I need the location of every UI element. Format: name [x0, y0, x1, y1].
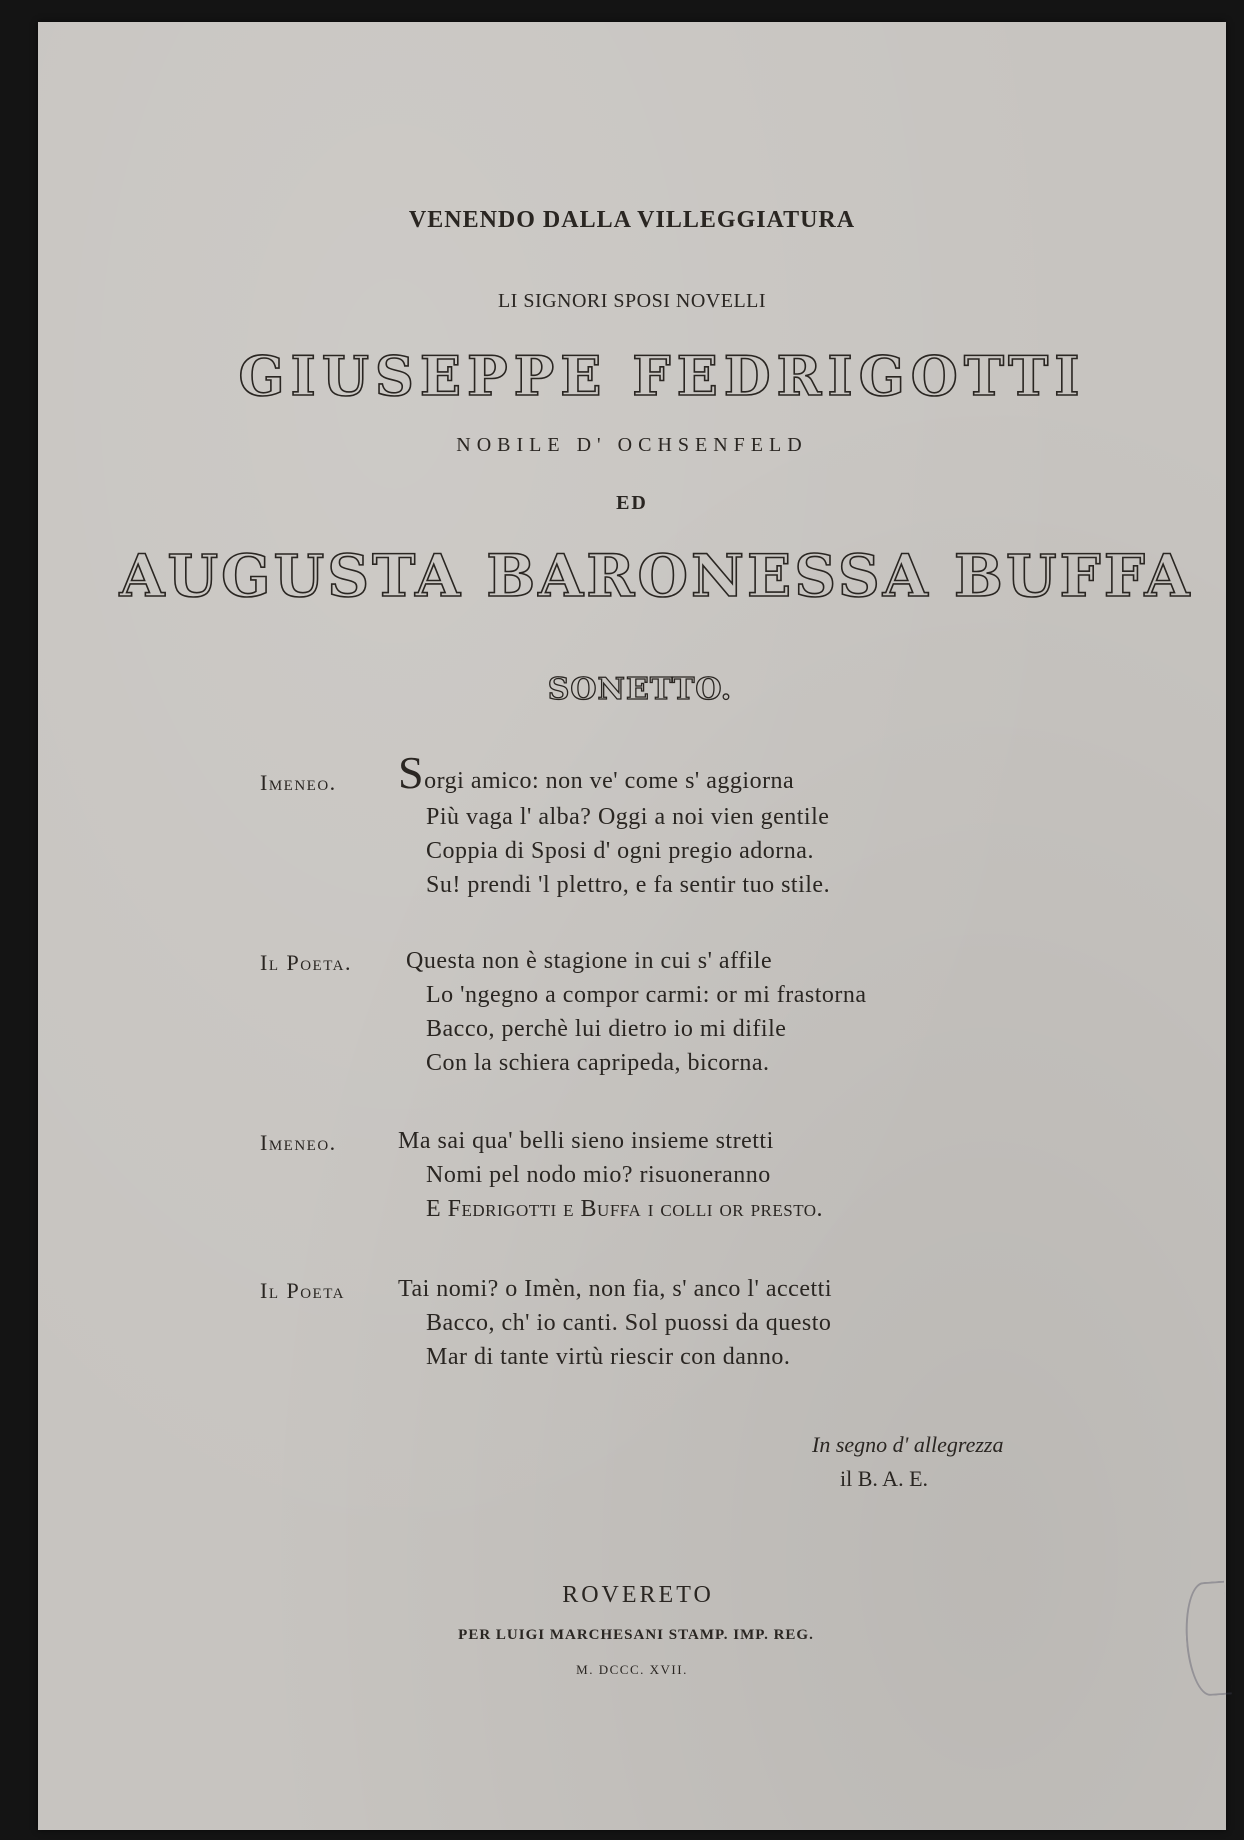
- stanza-1-line-4: Su! prendi 'l plettro, e fa sentir tuo stile.: [426, 872, 831, 898]
- signoff-line-1: In segno d' allegrezza: [812, 1432, 1004, 1457]
- bride-name: AUGUSTA BARONESSA BUFFA: [119, 542, 1193, 610]
- stanza-1-speaker: Imeneo.: [260, 770, 337, 795]
- verse-line-text: orgi amico: non ve' come s' aggiorna: [424, 768, 795, 794]
- imprint-year: M. DCCC. XVII.: [576, 1662, 688, 1677]
- heading-line-1: VENENDO DALLA VILLEGGIATURA: [408, 207, 856, 233]
- stanza-2-line-2: Lo 'ngegno a compor carmi: or mi frastorna: [426, 982, 867, 1008]
- stanza-3-speaker: Imeneo.: [260, 1130, 337, 1155]
- poem-title: SONETTO.: [547, 672, 733, 707]
- stanza-3-line-3: E Fedrigotti e Buffa i colli or presto.: [426, 1196, 824, 1222]
- conjunction: ED: [616, 492, 648, 514]
- stanza-2-line-1: Questa non è stagione in cui s' affile: [406, 948, 773, 974]
- stanza-1-line-1: [398, 747, 795, 798]
- stanza-4-line-3: Mar di tante virtù riescir con danno.: [426, 1344, 791, 1370]
- stanza-4-line-2: Bacco, ch' io canti. Sol puossi da questo: [426, 1310, 832, 1336]
- stanza-4-line-1: Tai nomi? o Imèn, non fia, s' anco l' accetti: [398, 1276, 832, 1302]
- imprint-printer: PER LUIGI MARCHESANI STAMP. IMP. REG.: [458, 1627, 814, 1643]
- library-stamp-mark: [1182, 1581, 1232, 1698]
- stanza-2-line-4: Con la schiera capripeda, bicorna.: [426, 1050, 770, 1076]
- printed-sheet: [38, 22, 1226, 1830]
- groom-name: GIUSEPPE FEDRIGOTTI: [238, 344, 1086, 408]
- stanza-2-speaker: Il Poeta.: [260, 950, 353, 975]
- stanza-4-speaker: Il Poeta: [260, 1278, 346, 1303]
- signoff-initials: il B. A. E.: [840, 1466, 929, 1491]
- groom-title: NOBILE D' OCHSENFELD: [456, 434, 808, 456]
- stanza-2-line-3: Bacco, perchè lui dietro io mi difile: [426, 1016, 787, 1042]
- stanza-3-line-1: Ma sai qua' belli sieno insieme stretti: [398, 1128, 774, 1154]
- stanza-1-line-3: Coppia di Sposi d' ogni pregio adorna.: [426, 838, 814, 864]
- stanza-1-line-2: Più vaga l' alba? Oggi a noi vien gentile: [426, 804, 830, 830]
- imprint-city: ROVERETO: [562, 1582, 714, 1608]
- stanza-3-line-2: Nomi pel nodo mio? risuoneranno: [426, 1162, 771, 1188]
- dropcap: S: [398, 747, 425, 798]
- heading-line-2: LI SIGNORI SPOSI NOVELLI: [497, 290, 767, 312]
